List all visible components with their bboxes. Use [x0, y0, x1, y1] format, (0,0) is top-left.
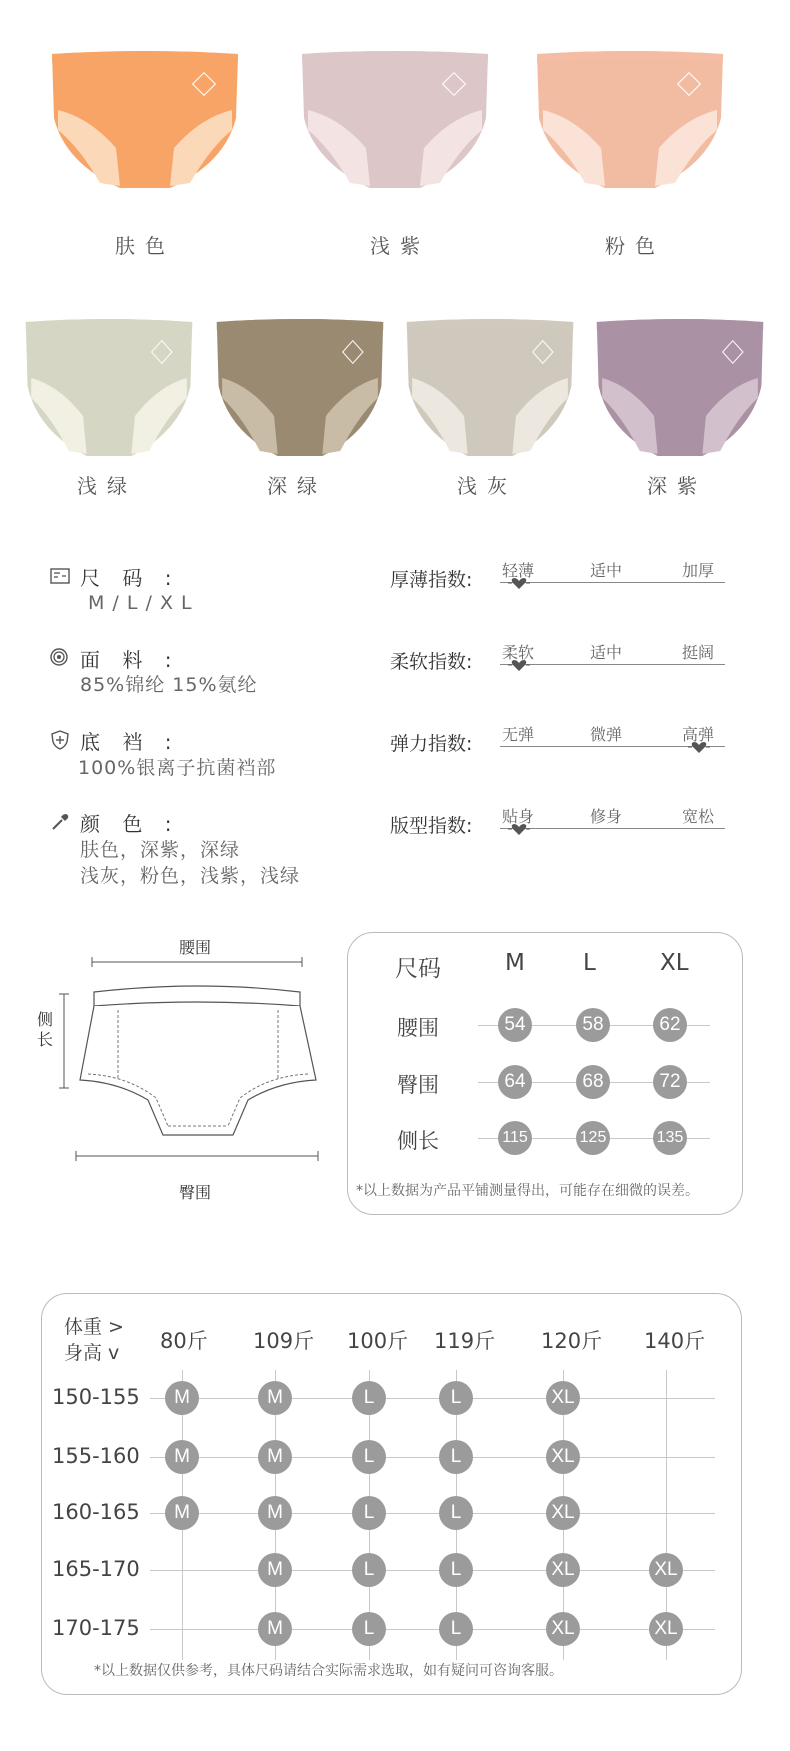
dropper-icon [50, 812, 70, 832]
swatch-label: 肤色 [115, 234, 175, 258]
index-option: 高弹 [682, 725, 715, 744]
index-option: 柔软 [502, 643, 535, 662]
fit-row-line [150, 1398, 715, 1399]
hip-label: 臀围 [179, 1183, 212, 1202]
fit-size-dot: L [352, 1496, 386, 1530]
size-value-dot: 135 [653, 1121, 687, 1155]
spec-color-title: 颜 色 : [80, 812, 180, 836]
spec-size-title: 尺 码 : [80, 566, 180, 590]
swatch-label: 深紫 [647, 474, 707, 498]
swatch-label: 浅灰 [457, 474, 517, 498]
fit-size-dot: XL [649, 1553, 683, 1587]
index-title: 弹力指数: [390, 733, 473, 755]
swatch-6[interactable] [595, 316, 765, 460]
fit-row-line [150, 1629, 715, 1630]
fit-height-label: 150-155 [52, 1385, 140, 1409]
fit-size-dot: XL [546, 1381, 580, 1415]
size-header-xl: XL [660, 950, 689, 976]
size-header-m: M [505, 950, 525, 976]
swatch-3[interactable] [24, 316, 194, 460]
index-option: 无弹 [502, 725, 535, 744]
swatch-2[interactable] [535, 48, 725, 192]
index-option: 宽松 [682, 807, 715, 826]
index-title: 版型指数: [390, 815, 473, 837]
swatch-5[interactable] [405, 316, 575, 460]
size-value-dot: 68 [576, 1065, 610, 1099]
fit-size-dot: L [439, 1612, 473, 1646]
fit-size-dot: M [258, 1553, 292, 1587]
fit-weight-header: 109斤 [253, 1329, 315, 1353]
fabric-icon [49, 647, 69, 667]
fit-weight-header: 120斤 [541, 1329, 603, 1353]
size-table-note: *以上数据为产品平铺测量得出，可能存在细微的误差。 [356, 1183, 699, 1199]
fit-size-dot: M [165, 1496, 199, 1530]
fit-size-dot: M [258, 1381, 292, 1415]
waist-label: 腰围 [179, 938, 212, 957]
fit-row-line [150, 1457, 715, 1458]
fit-size-dot: L [352, 1553, 386, 1587]
swatch-4[interactable] [215, 316, 385, 460]
fit-height-label: 160-165 [52, 1500, 140, 1524]
shield-icon [50, 730, 70, 750]
heart-marker-icon [508, 658, 530, 672]
fit-size-dot: M [165, 1440, 199, 1474]
fit-weight-header: 80斤 [160, 1329, 208, 1353]
fit-weight-header: 140斤 [644, 1329, 706, 1353]
index-title: 柔软指数: [390, 651, 473, 673]
fit-size-dot: L [352, 1440, 386, 1474]
fit-corner-height: 身高 v [64, 1342, 120, 1364]
fit-height-label: 165-170 [52, 1557, 140, 1581]
fit-size-dot: L [439, 1553, 473, 1587]
index-option: 加厚 [682, 561, 715, 580]
fit-corner-weight: 体重 > [64, 1316, 124, 1338]
swatch-1[interactable] [300, 48, 490, 192]
spec-crotch-title: 底 裆 : [80, 730, 180, 754]
spec-color-value-2: 浅灰，粉色，浅紫，浅绿 [80, 865, 301, 887]
index-scale-line [500, 664, 725, 665]
fit-size-dot: XL [546, 1440, 580, 1474]
size-value-dot: 64 [498, 1065, 532, 1099]
spec-size-value: M / L / X L [88, 592, 193, 614]
size-value-dot: 125 [576, 1121, 610, 1155]
fit-size-dot: L [352, 1381, 386, 1415]
fit-height-label: 170-175 [52, 1616, 140, 1640]
swatch-label: 浅绿 [77, 474, 137, 498]
size-value-dot: 115 [498, 1121, 532, 1155]
index-scale-line [500, 828, 725, 829]
fit-row-line [150, 1513, 715, 1514]
size-value-dot: 72 [653, 1065, 687, 1099]
fit-size-dot: XL [546, 1612, 580, 1646]
fit-size-dot: XL [546, 1553, 580, 1587]
heart-marker-icon [508, 576, 530, 590]
size-row-label: 腰围 [397, 1016, 439, 1040]
index-option: 贴身 [502, 807, 535, 826]
index-option: 挺阔 [682, 643, 715, 662]
size-value-dot: 58 [576, 1008, 610, 1042]
index-scale-line [500, 582, 725, 583]
fit-size-dot: M [258, 1440, 292, 1474]
spec-color-value-1: 肤色，深紫，深绿 [80, 839, 241, 861]
fit-size-dot: M [258, 1612, 292, 1646]
fit-weight-header: 119斤 [434, 1329, 496, 1353]
fit-size-dot: L [439, 1381, 473, 1415]
swatch-label: 浅紫 [370, 234, 430, 258]
heart-marker-icon [508, 822, 530, 836]
index-option: 修身 [590, 807, 623, 826]
fit-table-note: *以上数据仅供参考，具体尺码请结合实际需求选取，如有疑问可咨询客服。 [94, 1663, 563, 1679]
spec-fabric-value: 85%锦纶 15%氨纶 [80, 674, 258, 696]
side-label: 侧长 [37, 1010, 54, 1049]
fit-size-dot: L [439, 1496, 473, 1530]
spec-fabric-title: 面 料 : [80, 648, 180, 672]
index-title: 厚薄指数: [390, 569, 473, 591]
swatch-0[interactable] [50, 48, 240, 192]
fit-height-label: 155-160 [52, 1444, 140, 1468]
swatch-label: 深绿 [267, 474, 327, 498]
fit-size-dot: M [258, 1496, 292, 1530]
fit-weight-header: 100斤 [347, 1329, 409, 1353]
size-row-label: 侧长 [397, 1129, 439, 1153]
fit-size-dot: XL [546, 1496, 580, 1530]
size-header-l: L [583, 950, 596, 976]
index-option: 适中 [590, 643, 623, 662]
fit-size-dot: L [352, 1612, 386, 1646]
size-row-label: 臀围 [397, 1073, 439, 1097]
fit-size-dot: M [165, 1381, 199, 1415]
size-header-label: 尺码 [395, 956, 441, 982]
index-option: 微弹 [590, 725, 623, 744]
index-option: 适中 [590, 561, 623, 580]
fit-size-dot: L [439, 1440, 473, 1474]
fit-size-dot: XL [649, 1612, 683, 1646]
fit-row-line [150, 1570, 715, 1571]
spec-crotch-value: 100%银离子抗菌裆部 [78, 757, 277, 779]
index-option: 轻薄 [502, 561, 535, 580]
size-value-dot: 54 [498, 1008, 532, 1042]
swatch-label: 粉色 [605, 234, 665, 258]
size-value-dot: 62 [653, 1008, 687, 1042]
heart-marker-icon [688, 740, 710, 754]
brief-outline-drawing [38, 930, 338, 1170]
ruler-icon [50, 566, 70, 586]
